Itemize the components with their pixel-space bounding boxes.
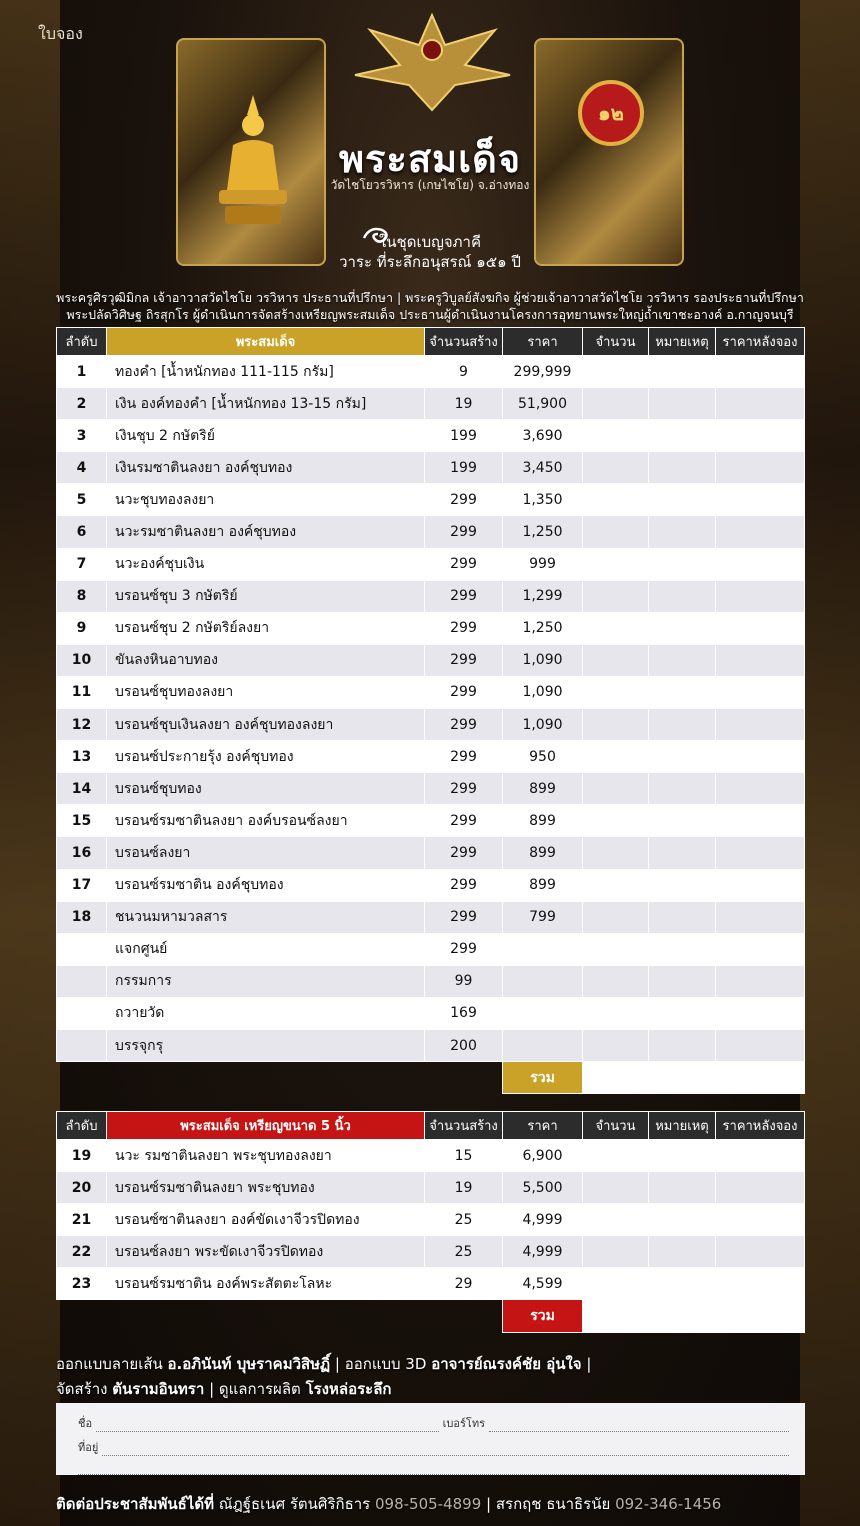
table-row — [57, 997, 805, 1029]
item-price: 4,999 — [503, 1236, 583, 1268]
item-number: 8 — [57, 580, 107, 612]
item-number: 9 — [57, 612, 107, 644]
item-quantity-made: 299 — [425, 837, 503, 869]
table-row — [57, 420, 805, 452]
table-row — [57, 1268, 805, 1300]
item-name: บรอนซ์ชุบทองลงยา — [107, 676, 425, 708]
after-price-cell[interactable] — [716, 484, 805, 516]
occasion-label: วาระ ที่ระลึกอนุสรณ์ ๑๕๑ ปี — [339, 253, 521, 271]
note-cell[interactable] — [649, 933, 716, 965]
item-number: 10 — [57, 644, 107, 676]
order-amount-cell[interactable] — [583, 901, 649, 933]
credit-name: ตันรามอินทรา — [112, 1380, 205, 1398]
item-price: 1,350 — [503, 484, 583, 516]
item-quantity-made: 299 — [425, 516, 503, 548]
credit-name: อาจารย์ณรงค์ชัย อุ่นใจ — [431, 1355, 582, 1373]
table-row — [57, 901, 805, 933]
col-header-note: หมายเหตุ — [649, 328, 716, 356]
item-price — [503, 1029, 583, 1061]
table-row — [57, 676, 805, 708]
item-number: 6 — [57, 516, 107, 548]
credit-sep: | — [586, 1355, 592, 1373]
table-row — [57, 869, 805, 901]
table-row — [57, 452, 805, 484]
item-number: 18 — [57, 901, 107, 933]
after-price-cell[interactable] — [716, 901, 805, 933]
item-quantity-made: 299 — [425, 709, 503, 741]
name-field[interactable] — [96, 1420, 439, 1432]
col-header-name: พระสมเด็จ เหรียญขนาด 5 นิ้ว — [107, 1112, 425, 1140]
table-row — [57, 1029, 805, 1061]
after-price-cell[interactable] — [716, 869, 805, 901]
item-number: 2 — [57, 388, 107, 420]
blank-cell — [57, 1062, 107, 1094]
after-price-cell[interactable] — [716, 612, 805, 644]
table-row — [57, 580, 805, 612]
after-price-cell[interactable] — [716, 805, 805, 837]
item-quantity-made: 299 — [425, 644, 503, 676]
col-header-note: หมายเหตุ — [649, 1112, 716, 1140]
item-number: 15 — [57, 805, 107, 837]
item-price: 1,250 — [503, 612, 583, 644]
order-amount-cell[interactable] — [583, 452, 649, 484]
table-row — [57, 1140, 805, 1172]
item-price: 1,090 — [503, 676, 583, 708]
item-price: 1,299 — [503, 580, 583, 612]
address-row — [78, 1438, 789, 1456]
order-amount-cell[interactable] — [583, 1268, 649, 1300]
order-amount-cell[interactable] — [583, 612, 649, 644]
item-price: 3,450 — [503, 452, 583, 484]
contact-person-1: ณัฎฐ์ธเนศ รัตนศิริกิธาร — [218, 1495, 371, 1513]
col-header-qty: จำนวนสร้าง — [425, 1112, 503, 1140]
item-name: ทองคำ [น้ำหนักทอง 111-115 กรัม] — [107, 356, 425, 388]
credit-label: | ดูแลการผลิต — [209, 1380, 301, 1398]
total-note-cell[interactable] — [649, 1300, 716, 1332]
note-cell[interactable] — [649, 837, 716, 869]
phone-field[interactable] — [489, 1420, 789, 1432]
total-after-cell[interactable] — [716, 1300, 805, 1332]
order-amount-cell[interactable] — [583, 356, 649, 388]
note-cell[interactable] — [649, 612, 716, 644]
item-price — [503, 933, 583, 965]
table-row — [57, 356, 805, 388]
table-row — [57, 484, 805, 516]
blank-cell — [57, 1300, 107, 1332]
col-header-amount: จำนวน — [583, 1112, 649, 1140]
item-name: บรอนซ์รมซาติน องค์พระสัตตะโลหะ — [107, 1268, 425, 1300]
note-cell[interactable] — [649, 580, 716, 612]
item-quantity-made: 169 — [425, 997, 503, 1029]
total-amount-cell[interactable] — [583, 1062, 649, 1094]
note-cell[interactable] — [649, 1172, 716, 1204]
item-number: 19 — [57, 1140, 107, 1172]
col-header-after: ราคาหลังจอง — [716, 328, 805, 356]
item-quantity-made: 299 — [425, 580, 503, 612]
item-quantity-made: 299 — [425, 741, 503, 773]
col-header-qty: จำนวนสร้าง — [425, 328, 503, 356]
item-number: 22 — [57, 1236, 107, 1268]
note-cell[interactable] — [649, 805, 716, 837]
item-price: 6,900 — [503, 1140, 583, 1172]
note-cell[interactable] — [649, 420, 716, 452]
table-row — [57, 837, 805, 869]
col-header-price: ราคา — [503, 1112, 583, 1140]
blank-cell — [425, 1300, 503, 1332]
note-cell[interactable] — [649, 676, 716, 708]
order-amount-cell[interactable] — [583, 709, 649, 741]
item-number: 5 — [57, 484, 107, 516]
name-label: ชื่อ — [78, 1417, 93, 1430]
item-number: 3 — [57, 420, 107, 452]
order-amount-cell[interactable] — [583, 676, 649, 708]
contact-line — [56, 1492, 721, 1516]
note-cell[interactable] — [649, 1204, 716, 1236]
page-subtitle: วัดไชโยวรวิหาร (เกษไชโย) จ.อ่างทอง — [330, 178, 530, 192]
item-name: บรอนซ์รมซาตินลงยา องค์บรอนซ์ลงยา — [107, 805, 425, 837]
item-price: 4,599 — [503, 1268, 583, 1300]
credit-label: | ออกแบบ 3D — [334, 1355, 427, 1373]
after-price-cell[interactable] — [716, 1140, 805, 1172]
order-amount-cell[interactable] — [583, 773, 649, 805]
item-name: นวะรมซาตินลงยา องค์ชุบทอง — [107, 516, 425, 548]
note-cell[interactable] — [649, 773, 716, 805]
table-row — [57, 612, 805, 644]
contact-label: ติดต่อประชาสัมพันธ์ได้ที่ — [56, 1495, 214, 1513]
item-name: บรอนซ์รมซาติน องค์ชุบทอง — [107, 869, 425, 901]
after-price-cell[interactable] — [716, 388, 805, 420]
note-cell[interactable] — [649, 1236, 716, 1268]
note-cell[interactable] — [649, 901, 716, 933]
address-field-2[interactable] — [78, 1463, 789, 1475]
address-field[interactable] — [102, 1444, 789, 1456]
item-name: บรอนซ์ชุบทอง — [107, 773, 425, 805]
order-amount-cell[interactable] — [583, 420, 649, 452]
after-price-cell[interactable] — [716, 452, 805, 484]
note-cell[interactable] — [649, 388, 716, 420]
order-amount-cell[interactable] — [583, 997, 649, 1029]
col-header-no: ลำดับ — [57, 328, 107, 356]
table-row — [57, 933, 805, 965]
after-price-cell[interactable] — [716, 356, 805, 388]
note-cell[interactable] — [649, 452, 716, 484]
item-name: นวะ รมซาตินลงยา พระชุบทองลงยา — [107, 1140, 425, 1172]
item-number: 14 — [57, 773, 107, 805]
item-quantity-made: 200 — [425, 1029, 503, 1061]
order-amount-cell[interactable] — [583, 965, 649, 997]
blank-cell — [425, 1062, 503, 1094]
booking-form — [56, 1403, 805, 1475]
item-quantity-made: 19 — [425, 388, 503, 420]
item-number: 16 — [57, 837, 107, 869]
order-amount-cell[interactable] — [583, 516, 649, 548]
credits-line-1 — [56, 1352, 591, 1376]
item-price: 1,250 — [503, 516, 583, 548]
item-number: 23 — [57, 1268, 107, 1300]
item-price: 299,999 — [503, 356, 583, 388]
item-quantity-made: 299 — [425, 933, 503, 965]
note-cell[interactable] — [649, 516, 716, 548]
order-amount-cell[interactable] — [583, 548, 649, 580]
item-name: บรอนซ์ชุบ 3 กษัตริย์ — [107, 580, 425, 612]
order-amount-cell[interactable] — [583, 741, 649, 773]
total-amount-cell[interactable] — [583, 1300, 649, 1332]
after-price-cell[interactable] — [716, 676, 805, 708]
table-row — [57, 548, 805, 580]
note-cell[interactable] — [649, 1029, 716, 1061]
item-quantity-made: 99 — [425, 965, 503, 997]
item-name: เงินชุบ 2 กษัตริย์ — [107, 420, 425, 452]
table-row — [57, 1172, 805, 1204]
order-amount-cell[interactable] — [583, 837, 649, 869]
item-quantity-made: 199 — [425, 420, 503, 452]
after-price-cell[interactable] — [716, 709, 805, 741]
note-cell[interactable] — [649, 997, 716, 1029]
blank-cell — [107, 1062, 425, 1094]
col-header-after: ราคาหลังจอง — [716, 1112, 805, 1140]
item-quantity-made: 25 — [425, 1204, 503, 1236]
item-name: บรอนซ์ชุบ 2 กษัตริย์ลงยา — [107, 612, 425, 644]
note-cell[interactable] — [649, 1268, 716, 1300]
total-label: รวม — [503, 1300, 583, 1332]
item-name: แจกศูนย์ — [107, 933, 425, 965]
after-price-cell[interactable] — [716, 1029, 805, 1061]
after-price-cell[interactable] — [716, 933, 805, 965]
after-price-cell[interactable] — [716, 644, 805, 676]
item-price: 899 — [503, 805, 583, 837]
item-number — [57, 997, 107, 1029]
item-number: 7 — [57, 548, 107, 580]
doc-label: ใบจอง — [38, 24, 83, 43]
order-amount-cell[interactable] — [583, 1140, 649, 1172]
item-quantity-made: 29 — [425, 1268, 503, 1300]
total-row — [57, 1062, 805, 1094]
item-number — [57, 933, 107, 965]
note-cell[interactable] — [649, 644, 716, 676]
item-quantity-made: 299 — [425, 869, 503, 901]
note-cell[interactable] — [649, 709, 716, 741]
item-price: 1,090 — [503, 709, 583, 741]
garuda-emblem — [345, 5, 520, 115]
contact-phone-1[interactable]: 098-505-4899 — [374, 1495, 482, 1513]
after-price-cell[interactable] — [716, 837, 805, 869]
note-cell[interactable] — [649, 548, 716, 580]
item-quantity-made: 15 — [425, 1140, 503, 1172]
item-number: 11 — [57, 676, 107, 708]
after-price-cell[interactable] — [716, 1268, 805, 1300]
set-label: ในชุดเบญจภาคี — [378, 233, 482, 251]
item-quantity-made: 299 — [425, 676, 503, 708]
item-name: ชนวนมหามวลสาร — [107, 901, 425, 933]
item-name: ถวายวัด — [107, 997, 425, 1029]
order-amount-cell[interactable] — [583, 805, 649, 837]
item-name: บรอนซ์ลงยา พระขัดเงาจีวรปิดทอง — [107, 1236, 425, 1268]
item-name: กรรมการ — [107, 965, 425, 997]
contact-sep: | — [486, 1495, 492, 1513]
after-price-cell[interactable] — [716, 580, 805, 612]
item-price: 899 — [503, 869, 583, 901]
emblem-seal: ๑๒ — [578, 80, 644, 146]
table-row — [57, 644, 805, 676]
item-name: บรอนซ์ชุบเงินลงยา องค์ชุบทองลงยา — [107, 709, 425, 741]
item-name: บรอนซ์ลงยา — [107, 837, 425, 869]
after-price-cell[interactable] — [716, 548, 805, 580]
left-ornament — [0, 0, 60, 1526]
table-row — [57, 516, 805, 548]
after-price-cell[interactable] — [716, 741, 805, 773]
total-label: รวม — [503, 1062, 583, 1094]
credit-name: อ.อภินันท์ บุษราคมวิสิษฏิ์ — [167, 1355, 331, 1373]
item-price — [503, 997, 583, 1029]
table-row — [57, 773, 805, 805]
order-amount-cell[interactable] — [583, 580, 649, 612]
order-amount-cell[interactable] — [583, 1236, 649, 1268]
item-name: นวะชุบทองลงยา — [107, 484, 425, 516]
total-after-cell[interactable] — [716, 1062, 805, 1094]
col-header-no: ลำดับ — [57, 1112, 107, 1140]
item-price: 799 — [503, 901, 583, 933]
price-table-5inch — [56, 1111, 805, 1333]
address-row-2 — [78, 1457, 789, 1475]
item-quantity-made: 299 — [425, 548, 503, 580]
after-price-cell[interactable] — [716, 997, 805, 1029]
page-title: พระสมเด็จ — [338, 137, 522, 181]
committee-line-2: พระปลัดวิศิษฐ ถิรสุกโร ผู้ดำเนินการจัดสร้างเหรียญพระสมเด็จ ประธานผู้ดำเนินงานโครงการอุทยานพระใหญ่ถ้ำเขาชะอางค์ อ.กาญจนบุรี — [66, 307, 794, 322]
item-price: 1,090 — [503, 644, 583, 676]
note-cell[interactable] — [649, 741, 716, 773]
item-price: 999 — [503, 548, 583, 580]
item-quantity-made: 299 — [425, 805, 503, 837]
address-label: ที่อยู่ — [78, 1441, 99, 1454]
item-number: 21 — [57, 1204, 107, 1236]
after-price-cell[interactable] — [716, 773, 805, 805]
item-name: บรอนซ์รมซาตินลงยา พระชุบทอง — [107, 1172, 425, 1204]
table-row — [57, 1204, 805, 1236]
table-row — [57, 1236, 805, 1268]
order-amount-cell[interactable] — [583, 484, 649, 516]
item-price: 3,690 — [503, 420, 583, 452]
col-header-name: พระสมเด็จ — [107, 328, 425, 356]
note-cell[interactable] — [649, 869, 716, 901]
committee-line-1: พระครูศิรวุฒิมิกล เจ้าอาวาสวัดไชโย วรวิหาร ประธานที่ปรึกษา | พระครูวิบูลย์สังฆกิจ ผู้ช่วยเจ้าอาวาสวัดไชโย วรวิหาร รองประธานที่ปรึกษา — [56, 290, 804, 305]
total-row — [57, 1300, 805, 1332]
item-price: 51,900 — [503, 388, 583, 420]
contact-phone-2[interactable]: 092-346-1456 — [615, 1495, 722, 1513]
order-amount-cell[interactable] — [583, 1204, 649, 1236]
item-price: 950 — [503, 741, 583, 773]
item-name: บรอนซ์ประกายรุ้ง องค์ชุบทอง — [107, 741, 425, 773]
col-header-amount: จำนวน — [583, 328, 649, 356]
item-price: 4,999 — [503, 1204, 583, 1236]
item-number: 13 — [57, 741, 107, 773]
item-price: 5,500 — [503, 1172, 583, 1204]
order-amount-cell[interactable] — [583, 869, 649, 901]
name-phone-row — [78, 1414, 789, 1432]
item-number — [57, 1029, 107, 1061]
item-number: 4 — [57, 452, 107, 484]
credits-line-2 — [56, 1377, 391, 1401]
item-quantity-made: 299 — [425, 612, 503, 644]
note-cell[interactable] — [649, 1140, 716, 1172]
item-name: บรรจุกรุ — [107, 1029, 425, 1061]
order-amount-cell[interactable] — [583, 933, 649, 965]
after-price-cell[interactable] — [716, 1236, 805, 1268]
note-cell[interactable] — [649, 356, 716, 388]
item-price: 899 — [503, 773, 583, 805]
item-quantity-made: 299 — [425, 773, 503, 805]
item-quantity-made: 199 — [425, 452, 503, 484]
after-price-cell[interactable] — [716, 1204, 805, 1236]
item-price: 899 — [503, 837, 583, 869]
table-row — [57, 965, 805, 997]
item-quantity-made: 25 — [425, 1236, 503, 1268]
item-quantity-made: 299 — [425, 484, 503, 516]
table-row — [57, 741, 805, 773]
after-price-cell[interactable] — [716, 516, 805, 548]
contact-person-2: สรกฤช ธนาธิรนัย — [495, 1495, 611, 1513]
item-name: นวะองค์ชุบเงิน — [107, 548, 425, 580]
order-amount-cell[interactable] — [583, 388, 649, 420]
item-number: 17 — [57, 869, 107, 901]
credit-name: โรงหล่อระลึก — [305, 1380, 392, 1398]
item-name: บรอนซ์ซาตินลงยา องค์ขัดเงาจีวรปิดทอง — [107, 1204, 425, 1236]
item-name: เงิน องค์ทองคำ [น้ำหนักทอง 13-15 กรัม] — [107, 388, 425, 420]
order-amount-cell[interactable] — [583, 1029, 649, 1061]
blank-cell — [107, 1300, 425, 1332]
item-name: ขันลงหินอาบทอง — [107, 644, 425, 676]
after-price-cell[interactable] — [716, 1172, 805, 1204]
item-number: 12 — [57, 709, 107, 741]
col-header-price: ราคา — [503, 328, 583, 356]
item-price — [503, 965, 583, 997]
table-row — [57, 709, 805, 741]
order-amount-cell[interactable] — [583, 1172, 649, 1204]
item-quantity-made: 9 — [425, 356, 503, 388]
total-note-cell[interactable] — [649, 1062, 716, 1094]
right-ornament — [800, 0, 860, 1526]
item-name: เงินรมซาตินลงยา องค์ชุบทอง — [107, 452, 425, 484]
table-row — [57, 388, 805, 420]
buddha-statue-icon — [213, 90, 293, 230]
item-number: 20 — [57, 1172, 107, 1204]
order-amount-cell[interactable] — [583, 644, 649, 676]
table-row — [57, 805, 805, 837]
note-cell[interactable] — [649, 484, 716, 516]
credit-label: จัดสร้าง — [56, 1380, 108, 1398]
note-cell[interactable] — [649, 965, 716, 997]
after-price-cell[interactable] — [716, 965, 805, 997]
item-quantity-made: 19 — [425, 1172, 503, 1204]
price-table-main — [56, 327, 805, 1094]
after-price-cell[interactable] — [716, 420, 805, 452]
item-number — [57, 965, 107, 997]
phone-label: เบอร์โทร — [442, 1417, 485, 1430]
item-quantity-made: 299 — [425, 901, 503, 933]
item-number: 1 — [57, 356, 107, 388]
credit-label: ออกแบบลายเส้น — [56, 1355, 163, 1373]
